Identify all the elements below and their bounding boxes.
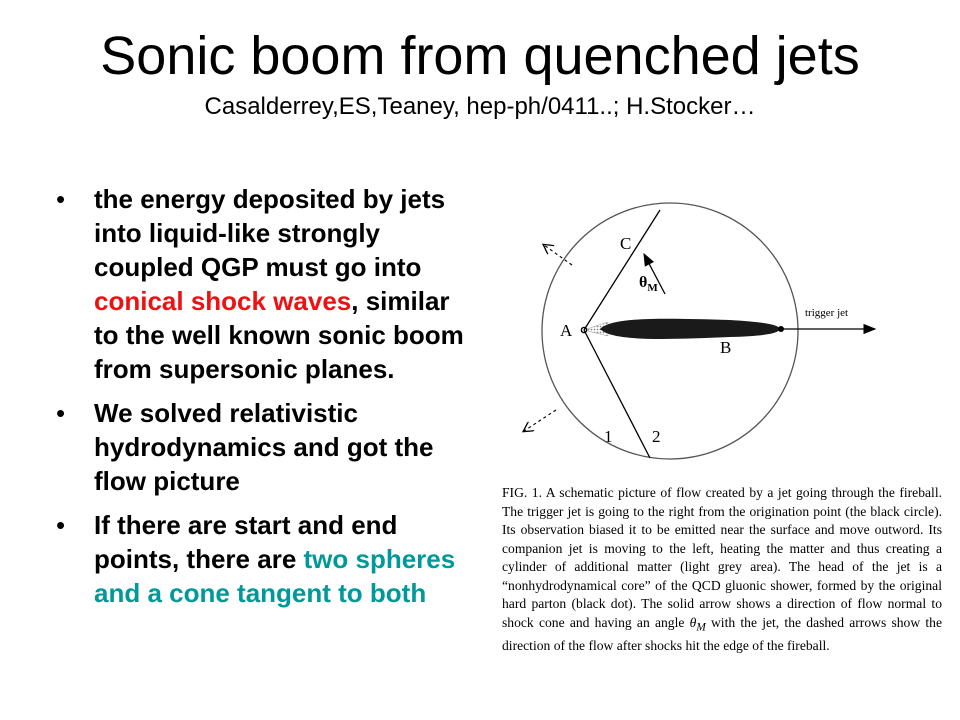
bullet-item xyxy=(56,508,476,610)
flow-diagram xyxy=(500,196,960,486)
caption-text: FIG. 1. A schematic picture of flow created by a jet going through the fireball. The trigger jet is going to the right from the origination point (the black circle). Its observation biased it to be emitted near the surface and move outword. Its companion jet is moving to the left, heating the matter and thus creating a cylinder of additional matter (light grey area). The head of the jet is a “nonhydrodynamical core” of the QCD gluonic shower, formed by the original hard parton (black dot). The solid arrow shows a direction of flow normal to shock cone and having an angle xyxy=(502,485,942,630)
bullet-item xyxy=(56,396,476,498)
label-1: 1 xyxy=(604,427,613,446)
bullet-text: the energy deposited by jets into liquid-like strongly coupled QGP must go into xyxy=(94,184,446,282)
bullet-dot-icon: • xyxy=(56,510,66,540)
bullet-item xyxy=(56,182,476,386)
dashed-flow-arrow-lower xyxy=(524,410,556,431)
bullet-dot-icon: • xyxy=(56,184,66,214)
caption-math: θ xyxy=(689,614,697,630)
shock-cone-upper xyxy=(584,210,660,330)
slide-title: Sonic boom from quenched jets xyxy=(100,26,860,86)
label-b: B xyxy=(720,338,732,357)
bullet-text-end: , similar to the well known sonic boom from supersonic planes. xyxy=(94,286,464,384)
bullet-dot-icon: • xyxy=(56,398,66,428)
figure-caption xyxy=(502,484,942,720)
bullet-highlight-red: conical shock waves xyxy=(94,286,352,316)
jet-body xyxy=(600,319,780,339)
shock-cone-lower xyxy=(584,330,650,458)
label-trigger-jet: trigger jet xyxy=(805,307,849,319)
bullet-list xyxy=(56,182,476,620)
label-2: 2 xyxy=(652,427,661,446)
caption-text-end: with the jet, the dashed arrows show the direction of the flow after shocks hit the edge of the fireball. xyxy=(502,614,942,653)
label-theta: $\theta_M$ xyxy=(639,274,658,294)
bullet-text: We solved relativistic hydrodynamics and got the flow picture xyxy=(94,398,434,496)
bullet-text: If there are start and end points, there are xyxy=(94,510,398,574)
caption-math-sub: M xyxy=(696,621,706,634)
label-c: C xyxy=(620,234,632,253)
slide-subtitle: Casalderrey,ES,Teaney, hep-ph/0411..; H.Stocker… xyxy=(204,93,756,120)
bullet-highlight-teal: two spheres and a cone tangent to both xyxy=(94,544,456,608)
label-a: A xyxy=(560,321,573,340)
